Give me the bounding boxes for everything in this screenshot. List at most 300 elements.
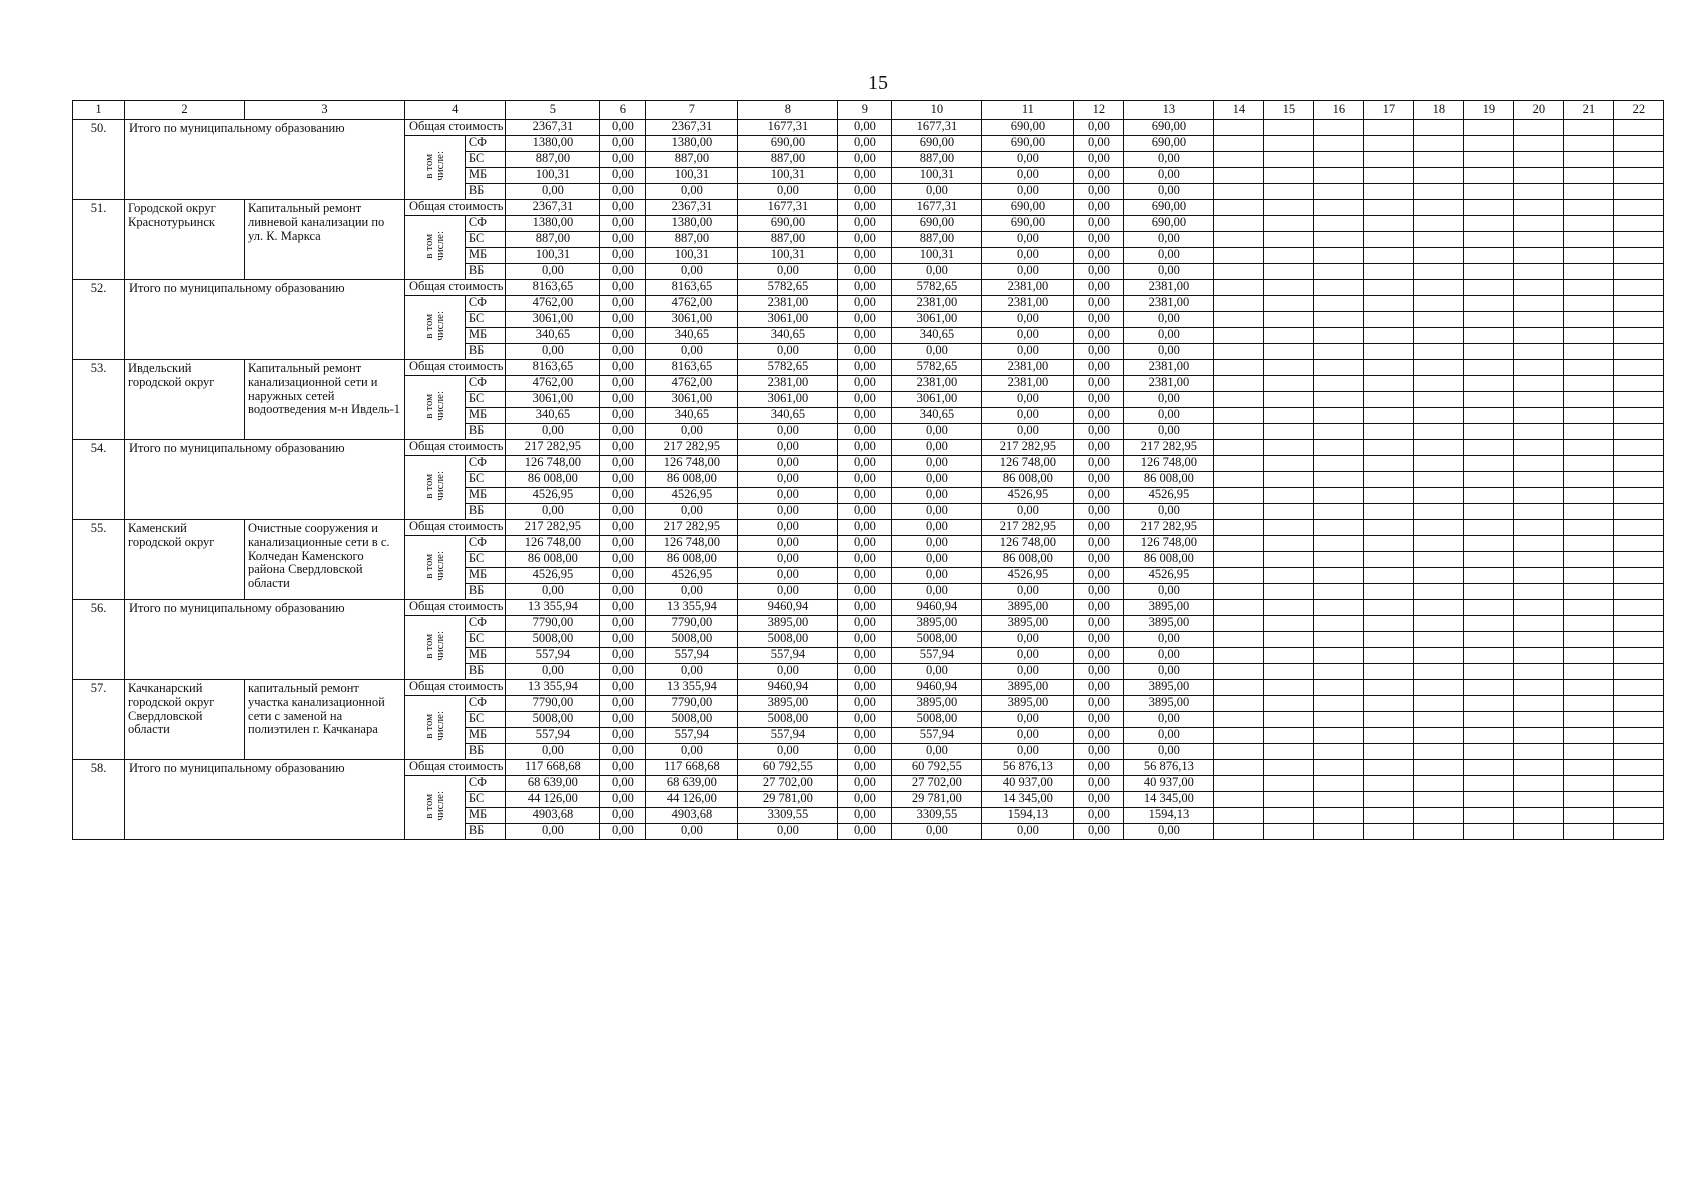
empty-cell <box>1364 424 1414 440</box>
column-header: 6 <box>600 101 646 120</box>
value-cell: 4762,00 <box>646 376 738 392</box>
empty-cell <box>1564 424 1614 440</box>
value-cell: 0,00 <box>838 568 892 584</box>
funding-source-label: БС <box>465 232 506 248</box>
empty-cell <box>1264 728 1314 744</box>
value-cell: 0,00 <box>892 488 982 504</box>
value-cell: 0,00 <box>838 392 892 408</box>
value-cell: 887,00 <box>892 152 982 168</box>
value-cell: 0,00 <box>838 168 892 184</box>
empty-cell <box>1364 760 1414 776</box>
value-cell: 0,00 <box>1124 664 1214 680</box>
empty-cell <box>1464 456 1514 472</box>
value-cell: 2381,00 <box>982 280 1074 296</box>
object-name: Очистные сооружения и канализационные сети в с. Колчедан Каменского района Свердловской области <box>245 520 405 600</box>
value-cell: 0,00 <box>838 504 892 520</box>
empty-cell <box>1264 664 1314 680</box>
table-row <box>73 360 1664 376</box>
value-cell: 4526,95 <box>982 488 1074 504</box>
empty-cell <box>1614 824 1664 840</box>
value-cell: 0,00 <box>738 440 838 456</box>
value-cell: 0,00 <box>506 664 600 680</box>
empty-cell <box>1364 264 1414 280</box>
empty-cell <box>1514 696 1564 712</box>
empty-cell <box>1264 344 1314 360</box>
empty-cell <box>1564 776 1614 792</box>
empty-cell <box>1614 600 1664 616</box>
empty-cell <box>1264 280 1314 296</box>
column-header: 21 <box>1564 101 1614 120</box>
empty-cell <box>1214 792 1264 808</box>
empty-cell <box>1414 136 1464 152</box>
value-cell: 0,00 <box>600 360 646 376</box>
column-header: 2 <box>125 101 245 120</box>
value-cell: 2381,00 <box>738 376 838 392</box>
value-cell: 0,00 <box>600 648 646 664</box>
empty-cell <box>1214 392 1264 408</box>
empty-cell <box>1314 712 1364 728</box>
value-cell: 68 639,00 <box>646 776 738 792</box>
value-cell: 5008,00 <box>738 712 838 728</box>
empty-cell <box>1364 360 1414 376</box>
value-cell: 0,00 <box>1124 264 1214 280</box>
empty-cell <box>1214 376 1264 392</box>
funding-source-label: СФ <box>465 536 506 552</box>
value-cell: 0,00 <box>838 792 892 808</box>
empty-cell <box>1264 776 1314 792</box>
empty-cell <box>1214 136 1264 152</box>
empty-cell <box>1314 824 1364 840</box>
value-cell: 0,00 <box>838 632 892 648</box>
empty-cell <box>1214 600 1264 616</box>
value-cell: 9460,94 <box>738 680 838 696</box>
value-cell: 0,00 <box>838 696 892 712</box>
empty-cell <box>1364 456 1414 472</box>
value-cell: 690,00 <box>1124 200 1214 216</box>
empty-cell <box>1614 792 1664 808</box>
value-cell: 9460,94 <box>892 600 982 616</box>
value-cell: 86 008,00 <box>1124 552 1214 568</box>
empty-cell <box>1414 376 1464 392</box>
empty-cell <box>1364 664 1414 680</box>
value-cell: 40 937,00 <box>1124 776 1214 792</box>
value-cell: 2381,00 <box>1124 296 1214 312</box>
empty-cell <box>1214 120 1264 136</box>
empty-cell <box>1464 792 1514 808</box>
empty-cell <box>1614 360 1664 376</box>
empty-cell <box>1564 488 1614 504</box>
empty-cell <box>1214 216 1264 232</box>
value-cell: 126 748,00 <box>982 456 1074 472</box>
value-cell: 0,00 <box>892 568 982 584</box>
value-cell: 0,00 <box>1074 760 1124 776</box>
empty-cell <box>1414 776 1464 792</box>
empty-cell <box>1314 696 1364 712</box>
empty-cell <box>1614 744 1664 760</box>
value-cell: 86 008,00 <box>982 472 1074 488</box>
value-cell: 86 008,00 <box>506 552 600 568</box>
empty-cell <box>1464 312 1514 328</box>
empty-cell <box>1414 232 1464 248</box>
empty-cell <box>1214 824 1264 840</box>
empty-cell <box>1264 616 1314 632</box>
empty-cell <box>1464 376 1514 392</box>
value-cell: 0,00 <box>600 440 646 456</box>
value-cell: 0,00 <box>1074 216 1124 232</box>
value-cell: 0,00 <box>600 744 646 760</box>
total-cost-label: Общая стоимость <box>405 360 506 376</box>
value-cell: 5008,00 <box>892 632 982 648</box>
value-cell: 126 748,00 <box>506 536 600 552</box>
empty-cell <box>1514 360 1564 376</box>
empty-cell <box>1314 552 1364 568</box>
empty-cell <box>1364 392 1414 408</box>
value-cell: 0,00 <box>982 744 1074 760</box>
empty-cell <box>1314 760 1364 776</box>
empty-cell <box>1364 280 1414 296</box>
empty-cell <box>1564 712 1614 728</box>
value-cell: 1677,31 <box>892 200 982 216</box>
value-cell: 0,00 <box>646 744 738 760</box>
value-cell: 3309,55 <box>892 808 982 824</box>
value-cell: 0,00 <box>838 216 892 232</box>
value-cell: 0,00 <box>838 136 892 152</box>
empty-cell <box>1214 184 1264 200</box>
empty-cell <box>1314 344 1364 360</box>
value-cell: 0,00 <box>1074 520 1124 536</box>
value-cell: 0,00 <box>838 584 892 600</box>
value-cell: 0,00 <box>838 184 892 200</box>
value-cell: 2381,00 <box>892 296 982 312</box>
value-cell: 3061,00 <box>892 392 982 408</box>
value-cell: 1677,31 <box>738 200 838 216</box>
empty-cell <box>1264 600 1314 616</box>
empty-cell <box>1264 232 1314 248</box>
value-cell: 0,00 <box>600 216 646 232</box>
value-cell: 0,00 <box>1074 120 1124 136</box>
empty-cell <box>1364 488 1414 504</box>
value-cell: 0,00 <box>1074 792 1124 808</box>
value-cell: 690,00 <box>1124 120 1214 136</box>
empty-cell <box>1614 136 1664 152</box>
empty-cell <box>1214 552 1264 568</box>
empty-cell <box>1414 200 1464 216</box>
empty-cell <box>1314 600 1364 616</box>
empty-cell <box>1414 392 1464 408</box>
value-cell: 0,00 <box>1074 664 1124 680</box>
funding-source-label: СФ <box>465 616 506 632</box>
empty-cell <box>1214 760 1264 776</box>
empty-cell <box>1264 456 1314 472</box>
value-cell: 5008,00 <box>892 712 982 728</box>
funding-source-label: БС <box>465 152 506 168</box>
value-cell: 3895,00 <box>738 696 838 712</box>
empty-cell <box>1464 408 1514 424</box>
empty-cell <box>1214 280 1264 296</box>
value-cell: 5782,65 <box>892 360 982 376</box>
value-cell: 217 282,95 <box>982 440 1074 456</box>
value-cell: 0,00 <box>600 584 646 600</box>
value-cell: 1380,00 <box>646 136 738 152</box>
empty-cell <box>1264 760 1314 776</box>
value-cell: 4526,95 <box>646 488 738 504</box>
value-cell: 557,94 <box>892 648 982 664</box>
empty-cell <box>1364 248 1414 264</box>
empty-cell <box>1564 312 1614 328</box>
value-cell: 0,00 <box>738 456 838 472</box>
value-cell: 690,00 <box>892 216 982 232</box>
value-cell: 0,00 <box>738 552 838 568</box>
value-cell: 3061,00 <box>738 392 838 408</box>
empty-cell <box>1514 536 1564 552</box>
value-cell: 4526,95 <box>506 488 600 504</box>
empty-cell <box>1414 328 1464 344</box>
empty-cell <box>1314 408 1364 424</box>
row-number: 52. <box>73 280 125 360</box>
value-cell: 2367,31 <box>646 200 738 216</box>
empty-cell <box>1514 296 1564 312</box>
value-cell: 3895,00 <box>738 616 838 632</box>
empty-cell <box>1614 456 1664 472</box>
empty-cell <box>1414 760 1464 776</box>
empty-cell <box>1264 488 1314 504</box>
table-row <box>73 440 1664 456</box>
empty-cell <box>1314 584 1364 600</box>
value-cell: 0,00 <box>982 664 1074 680</box>
value-cell: 0,00 <box>600 424 646 440</box>
value-cell: 100,31 <box>506 168 600 184</box>
empty-cell <box>1264 792 1314 808</box>
empty-cell <box>1314 744 1364 760</box>
funding-source-label: БС <box>465 712 506 728</box>
funding-source-label: БС <box>465 472 506 488</box>
including-text: в том числе: <box>422 630 446 661</box>
value-cell: 14 345,00 <box>982 792 1074 808</box>
empty-cell <box>1564 232 1614 248</box>
empty-cell <box>1264 264 1314 280</box>
value-cell: 0,00 <box>838 312 892 328</box>
value-cell: 0,00 <box>982 648 1074 664</box>
value-cell: 0,00 <box>838 488 892 504</box>
column-header: 13 <box>1124 101 1214 120</box>
object-name: Капитальный ремонт ливневой канализации по ул. К. Маркса <box>245 200 405 280</box>
empty-cell <box>1414 792 1464 808</box>
value-cell: 0,00 <box>1124 392 1214 408</box>
funding-source-label: МБ <box>465 568 506 584</box>
empty-cell <box>1264 392 1314 408</box>
empty-cell <box>1464 360 1514 376</box>
empty-cell <box>1614 680 1664 696</box>
table-row <box>73 600 1664 616</box>
value-cell: 100,31 <box>738 248 838 264</box>
empty-cell <box>1464 648 1514 664</box>
column-header: 19 <box>1464 101 1514 120</box>
empty-cell <box>1614 488 1664 504</box>
value-cell: 0,00 <box>600 792 646 808</box>
value-cell: 690,00 <box>1124 136 1214 152</box>
empty-cell <box>1364 616 1414 632</box>
empty-cell <box>1464 424 1514 440</box>
empty-cell <box>1214 232 1264 248</box>
value-cell: 27 702,00 <box>738 776 838 792</box>
empty-cell <box>1614 616 1664 632</box>
empty-cell <box>1464 184 1514 200</box>
empty-cell <box>1464 344 1514 360</box>
including-label <box>405 456 466 520</box>
value-cell: 557,94 <box>506 648 600 664</box>
value-cell: 2381,00 <box>982 296 1074 312</box>
column-header: 9 <box>838 101 892 120</box>
value-cell: 56 876,13 <box>982 760 1074 776</box>
empty-cell <box>1214 168 1264 184</box>
value-cell: 0,00 <box>838 408 892 424</box>
value-cell: 0,00 <box>738 744 838 760</box>
empty-cell <box>1314 648 1364 664</box>
funding-source-label: МБ <box>465 248 506 264</box>
empty-cell <box>1364 408 1414 424</box>
empty-cell <box>1564 344 1614 360</box>
value-cell: 0,00 <box>738 264 838 280</box>
funding-source-label: БС <box>465 312 506 328</box>
table-row <box>73 760 1664 776</box>
empty-cell <box>1214 536 1264 552</box>
value-cell: 0,00 <box>838 760 892 776</box>
value-cell: 0,00 <box>1074 312 1124 328</box>
empty-cell <box>1264 120 1314 136</box>
empty-cell <box>1314 376 1364 392</box>
value-cell: 0,00 <box>646 664 738 680</box>
column-header: 14 <box>1214 101 1264 120</box>
empty-cell <box>1314 232 1364 248</box>
object-name: капитальный ремонт участка канализационной сети с заменой на полиэтилен г. Качканара <box>245 680 405 760</box>
value-cell: 13 355,94 <box>506 680 600 696</box>
including-text: в том числе: <box>422 310 446 341</box>
empty-cell <box>1564 456 1614 472</box>
value-cell: 0,00 <box>892 184 982 200</box>
value-cell: 0,00 <box>982 152 1074 168</box>
including-text: в том числе: <box>422 390 446 421</box>
value-cell: 8163,65 <box>646 360 738 376</box>
value-cell: 0,00 <box>646 584 738 600</box>
empty-cell <box>1414 424 1464 440</box>
value-cell: 217 282,95 <box>506 440 600 456</box>
value-cell: 0,00 <box>600 488 646 504</box>
empty-cell <box>1264 360 1314 376</box>
including-text: в том числе: <box>422 790 446 821</box>
value-cell: 0,00 <box>600 600 646 616</box>
value-cell: 4762,00 <box>506 376 600 392</box>
value-cell: 0,00 <box>838 232 892 248</box>
value-cell: 0,00 <box>1074 680 1124 696</box>
value-cell: 0,00 <box>600 392 646 408</box>
value-cell: 0,00 <box>892 584 982 600</box>
empty-cell <box>1564 392 1614 408</box>
value-cell: 0,00 <box>600 296 646 312</box>
value-cell: 0,00 <box>600 536 646 552</box>
empty-cell <box>1564 728 1614 744</box>
value-cell: 0,00 <box>600 680 646 696</box>
empty-cell <box>1364 216 1414 232</box>
empty-cell <box>1264 328 1314 344</box>
empty-cell <box>1514 184 1564 200</box>
value-cell: 0,00 <box>1074 744 1124 760</box>
value-cell: 217 282,95 <box>1124 520 1214 536</box>
funding-source-label: МБ <box>465 408 506 424</box>
value-cell: 557,94 <box>892 728 982 744</box>
empty-cell <box>1614 344 1664 360</box>
empty-cell <box>1214 440 1264 456</box>
funding-source-label: ВБ <box>465 584 506 600</box>
empty-cell <box>1564 568 1614 584</box>
value-cell: 0,00 <box>1074 264 1124 280</box>
value-cell: 1380,00 <box>646 216 738 232</box>
value-cell: 2381,00 <box>892 376 982 392</box>
empty-cell <box>1264 168 1314 184</box>
value-cell: 0,00 <box>838 440 892 456</box>
empty-cell <box>1514 376 1564 392</box>
value-cell: 0,00 <box>838 664 892 680</box>
empty-cell <box>1514 664 1564 680</box>
empty-cell <box>1564 520 1614 536</box>
value-cell: 887,00 <box>738 232 838 248</box>
empty-cell <box>1364 808 1414 824</box>
empty-cell <box>1264 216 1314 232</box>
value-cell: 3895,00 <box>982 616 1074 632</box>
including-label <box>405 776 466 840</box>
value-cell: 0,00 <box>738 504 838 520</box>
value-cell: 86 008,00 <box>1124 472 1214 488</box>
row-number: 56. <box>73 600 125 680</box>
total-cost-label: Общая стоимость <box>405 440 506 456</box>
empty-cell <box>1414 344 1464 360</box>
empty-cell <box>1214 248 1264 264</box>
empty-cell <box>1214 488 1264 504</box>
column-header: 20 <box>1514 101 1564 120</box>
empty-cell <box>1614 664 1664 680</box>
funding-source-label: ВБ <box>465 744 506 760</box>
empty-cell <box>1564 792 1614 808</box>
empty-cell <box>1314 504 1364 520</box>
empty-cell <box>1514 600 1564 616</box>
empty-cell <box>1464 120 1514 136</box>
total-cost-label: Общая стоимость <box>405 120 506 136</box>
value-cell: 217 282,95 <box>982 520 1074 536</box>
empty-cell <box>1514 344 1564 360</box>
value-cell: 0,00 <box>600 136 646 152</box>
value-cell: 0,00 <box>1074 776 1124 792</box>
empty-cell <box>1364 200 1414 216</box>
value-cell: 0,00 <box>738 520 838 536</box>
empty-cell <box>1564 616 1614 632</box>
empty-cell <box>1264 744 1314 760</box>
funding-source-label: ВБ <box>465 824 506 840</box>
value-cell: 557,94 <box>646 728 738 744</box>
value-cell: 0,00 <box>600 344 646 360</box>
value-cell: 2381,00 <box>1124 360 1214 376</box>
value-cell: 8163,65 <box>506 280 600 296</box>
funding-source-label: ВБ <box>465 424 506 440</box>
value-cell: 0,00 <box>982 392 1074 408</box>
value-cell: 0,00 <box>1074 568 1124 584</box>
empty-cell <box>1564 328 1614 344</box>
empty-cell <box>1614 648 1664 664</box>
empty-cell <box>1514 120 1564 136</box>
empty-cell <box>1414 472 1464 488</box>
value-cell: 0,00 <box>838 600 892 616</box>
empty-cell <box>1414 712 1464 728</box>
value-cell: 887,00 <box>506 232 600 248</box>
value-cell: 5008,00 <box>506 712 600 728</box>
